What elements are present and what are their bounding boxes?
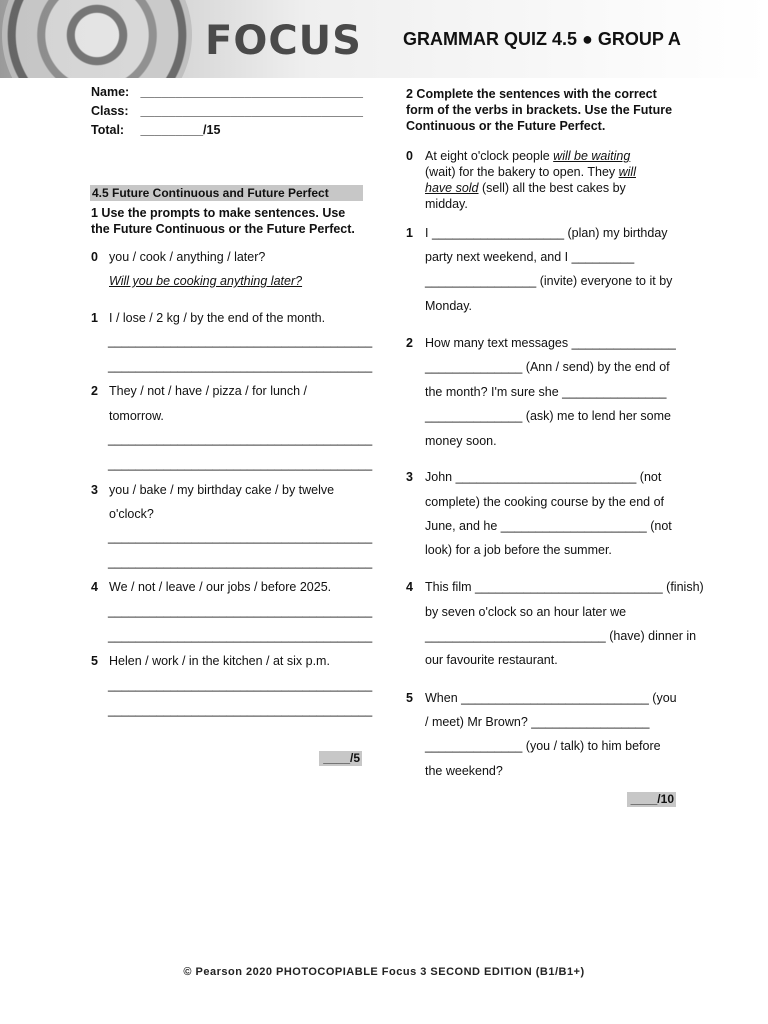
gap-sentence-line[interactable]: I ___________________ (plan) my birthday [425,226,668,240]
item-number: 2 [406,336,413,350]
brand-logo: FOCUS [205,18,362,64]
item-number: 1 [406,226,413,240]
answer-line[interactable]: ______________________________________ [108,555,373,569]
item-number: 2 [91,384,98,398]
exercise1-score: ____/5 [319,751,362,766]
answer-line[interactable]: ______________________________________ [108,629,373,643]
exercise1-instruction-line: the Future Continuous or the Future Perfect. [91,222,355,236]
gap-sentence-line[interactable]: __________________________ (have) dinner in [425,629,697,643]
example-line [425,181,626,195]
item-number: 3 [406,470,413,484]
example-answer: Will you be cooking anything later? [109,274,303,288]
exercise2-instruction-line: form of the verbs in brackets. Use the Future [406,103,673,117]
name-label: Name: [91,85,130,99]
example-prompt: you / cook / anything / later? [109,250,266,264]
item-number: 4 [406,580,413,594]
exercise2-instruction-line: Continuous or the Future Perfect. [406,119,606,133]
item-number: 0 [91,250,98,264]
item-number: 0 [406,149,413,163]
gap-sentence-line[interactable]: John __________________________ (not [425,470,662,484]
item-number: 4 [91,580,98,594]
footer-copyright: © Pearson 2020 PHOTOCOPIABLE Focus 3 SECOND EDITION (B1/B1+) [183,966,585,978]
answer-line[interactable]: ______________________________________ [108,432,373,446]
item-prompt: I / lose / 2 kg / by the end of the month. [109,311,326,325]
header-banner [0,0,768,78]
gap-sentence-line: by seven o'clock so an hour later we [425,605,627,619]
total-label: Total: [91,123,125,137]
answer-line[interactable]: ______________________________________ [108,334,373,348]
exercise2-instruction-line: 2 Complete the sentences with the correct [406,87,657,101]
gap-sentence-line[interactable]: When ___________________________ (you [425,691,677,705]
gap-sentence-line: Monday. [425,299,473,313]
class-label: Class: [91,104,129,118]
total-row [91,123,220,137]
gap-sentence-line[interactable]: How many text messages _______________ [425,336,676,350]
gap-sentence-line[interactable]: party next weekend, and I _________ [425,250,635,264]
item-prompt: tomorrow. [109,409,164,423]
exercise2-instruction [406,86,672,134]
gap-sentence-line[interactable]: This film ___________________________ (finish) [425,580,704,594]
gap-sentence-line: money soon. [425,434,497,448]
class-row [91,104,363,118]
item-prompt: They / not / have / pizza / for lunch / [109,384,308,398]
gap-sentence-line: look) for a job before the summer. [425,543,612,557]
name-row [91,85,363,99]
example-answer: will be waiting [553,149,631,163]
item-prompt: you / bake / my birthday cake / by twelve [109,483,335,497]
example-line: midday. [425,197,468,211]
answer-line[interactable]: ______________________________________ [108,457,373,471]
gap-sentence-line[interactable]: / meet) Mr Brown? _________________ [425,715,650,729]
item-prompt: Helen / work / in the kitchen / at six p.m. [109,654,330,668]
answer-line[interactable]: ______________________________________ [108,678,373,692]
item-prompt: We / not / leave / our jobs / before 2025. [109,580,332,594]
item-number: 5 [91,654,98,668]
item-prompt: o'clock? [109,507,154,521]
gap-sentence-line[interactable]: ______________ (you / talk) to him before [425,739,661,753]
name-field[interactable]: ________________________________ [140,85,363,99]
class-field[interactable]: ________________________________ [140,104,363,118]
example-text: At eight o'clock people [425,149,554,163]
gap-sentence-line[interactable]: June, and he _____________________ (not [425,519,672,533]
item-number: 1 [91,311,98,325]
item-number: 5 [406,691,413,705]
logo-disc-graphic [2,0,192,78]
example-line [425,165,636,179]
answer-line[interactable]: ______________________________________ [108,604,373,618]
answer-line[interactable]: ______________________________________ [108,359,373,373]
exercise1-instruction-line: 1 Use the prompts to make sentences. Use [91,206,346,220]
gap-sentence-line[interactable]: ______________ (ask) me to lend her some [425,409,671,423]
section-heading: 4.5 Future Continuous and Future Perfect [90,185,363,201]
gap-sentence-line: our favourite restaurant. [425,653,558,667]
gap-sentence-line[interactable]: ________________ (invite) everyone to it by [425,274,673,288]
gap-sentence-line[interactable]: ______________ (Ann / send) by the end of [425,360,670,374]
gap-sentence-line: the weekend? [425,764,503,778]
answer-line[interactable]: ______________________________________ [108,530,373,544]
example-answer: have sold [425,181,479,195]
gap-sentence-line: complete) the cooking course by the end of [425,495,665,509]
total-field: _________/15 [140,123,221,137]
quiz-title: GRAMMAR QUIZ 4.5 ● GROUP A [403,29,681,49]
example-text: (sell) all the best cakes by [478,181,626,195]
exercise1-instruction [91,205,355,237]
example-answer: will [618,165,636,179]
answer-line[interactable]: ______________________________________ [108,703,373,717]
example-line [425,149,630,163]
item-number: 3 [91,483,98,497]
gap-sentence-line[interactable]: the month? I'm sure she _______________ [425,385,667,399]
exercise2-score: ____/10 [627,792,676,807]
example-text: (wait) for the bakery to open. They [425,165,619,179]
